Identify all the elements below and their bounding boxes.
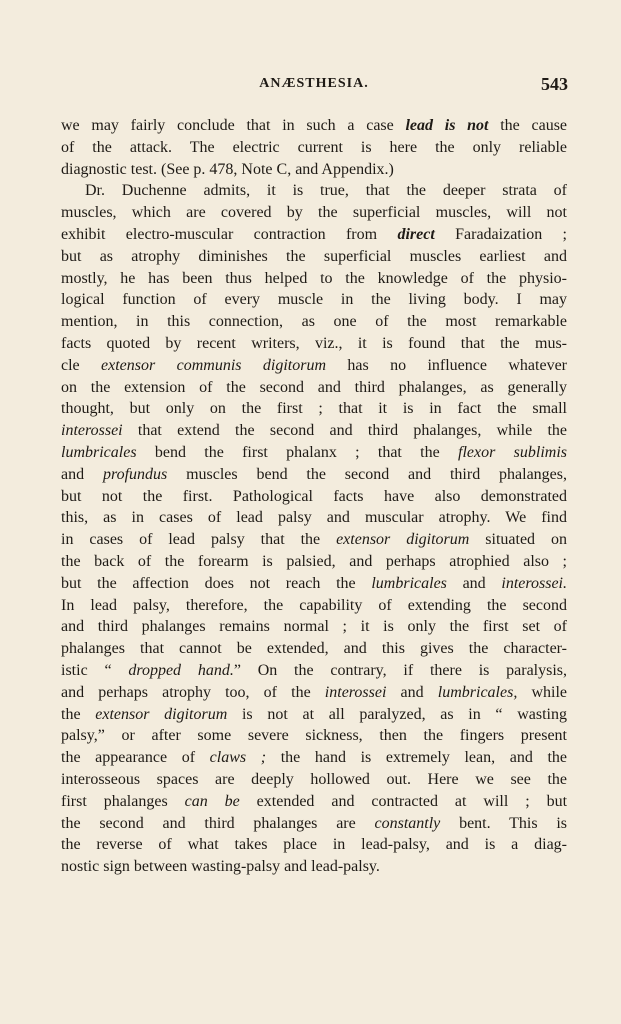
text-segment: bent. This is	[440, 814, 567, 832]
text-line	[61, 159, 567, 181]
text-line	[61, 791, 567, 813]
text-line	[61, 464, 567, 486]
text-line	[61, 595, 567, 617]
text-segment: mention, in this connection, as one of the most remarkable	[61, 313, 567, 331]
text-line	[61, 224, 567, 246]
emphasized-text: profundus	[102, 465, 168, 483]
text-segment: we may fairly conclude that in such a case	[61, 117, 406, 134]
text-segment: and	[446, 574, 502, 592]
text-line	[61, 246, 567, 268]
text-line	[61, 333, 567, 355]
text-line	[61, 725, 567, 747]
emphasized-text: can be	[184, 792, 240, 810]
text-segment: the second and third phalanges are	[61, 814, 375, 832]
text-segment: thought, but only on the first ; that it is in fact the small	[61, 400, 567, 418]
text-segment: situated on	[469, 531, 567, 549]
text-segment: extended and contracted at will ; but	[239, 792, 567, 810]
text-segment: in cases of lead palsy that the	[61, 531, 337, 549]
text-line	[61, 682, 567, 704]
text-segment: this, as in cases of lead palsy and muscular atrophy. We find	[61, 509, 567, 527]
text-line	[61, 747, 567, 769]
emphasized-text: dropped hand.	[128, 661, 234, 679]
text-segment: diagnostic test. (See p. 478, Note C, and Appendix.)	[61, 160, 394, 178]
text-segment: the back of the forearm is palsied, and perhaps atrophied also ;	[61, 552, 567, 570]
text-segment: the cause	[488, 117, 567, 134]
text-segment: the appearance of	[61, 749, 210, 767]
emphasized-text: extensor communis digitorum	[101, 356, 326, 374]
text-line	[61, 420, 567, 442]
running-head: ANÆSTHESIA.	[259, 76, 369, 91]
text-segment: and perhaps atrophy too, of the	[61, 683, 325, 701]
text-line	[61, 573, 567, 595]
emphasized-text: interossei	[324, 683, 387, 701]
text-segment: but as atrophy diminishes the superficial muscles earliest and	[61, 247, 567, 265]
text-segment: the hand is extremely lean, and the	[266, 749, 567, 767]
text-segment: In lead palsy, therefore, the capability of extending the second	[61, 596, 567, 614]
text-segment: on the extension of the second and third phalanges, as generally	[61, 378, 567, 396]
emphasized-text: lumbricales	[61, 443, 137, 461]
text-line	[61, 311, 567, 333]
text-segment: Faradaization ;	[434, 225, 567, 243]
emphasized-text: lumbricales	[371, 574, 447, 592]
text-segment: cle	[61, 356, 102, 374]
text-line	[61, 638, 567, 660]
text-line	[61, 180, 567, 202]
text-line	[61, 137, 567, 159]
text-segment: facts quoted by recent writers, viz., it is found that the mus-	[61, 334, 567, 352]
text-line	[61, 834, 567, 856]
text-line	[61, 813, 567, 835]
text-segment: Dr. Duchenne admits, it is true, that the deeper strata of	[85, 182, 567, 200]
text-segment: ” On the contrary, if there is paralysis,	[233, 661, 567, 679]
text-segment: logical function of every muscle in the living body. I may	[61, 291, 567, 309]
page-number: 543	[541, 74, 568, 94]
text-segment: that extend the second and third phalanges, while the	[122, 422, 567, 440]
text-line	[61, 115, 567, 137]
text-segment: and third phalanges remains normal ; it is only the first set of	[61, 618, 567, 636]
text-line	[61, 769, 567, 791]
text-line	[61, 202, 567, 224]
emphasized-text: interossei	[61, 422, 123, 440]
text-segment: but the affection does not reach the	[61, 574, 372, 592]
text-segment: istic “	[61, 661, 129, 679]
text-line	[61, 442, 567, 464]
emphasized-text: flexor sublimis	[458, 443, 567, 461]
text-segment: is not at all paralyzed, as in “ wasting	[227, 705, 567, 723]
text-segment: the	[61, 705, 96, 723]
text-segment: interosseous spaces are deeply hollowed out. Here we see the	[61, 770, 567, 788]
emphasized-text: lumbricales,	[437, 683, 518, 701]
text-segment: nostic sign between wasting-palsy and lead-palsy.	[61, 858, 380, 876]
emphasized-text: extensor digitorum	[95, 705, 228, 723]
text-segment: but not the first. Pathological facts have also demonstrated	[61, 487, 567, 505]
emphasized-text: constantly	[374, 814, 441, 832]
text-line	[61, 616, 567, 638]
text-line	[61, 856, 567, 878]
text-segment: while	[517, 683, 567, 701]
text-segment: and	[386, 683, 438, 701]
text-segment: and	[61, 465, 103, 483]
text-segment: muscles, which are covered by the superficial muscles, will not	[61, 204, 567, 222]
page-header	[60, 76, 568, 98]
text-segment: first phalanges	[61, 792, 185, 810]
text-line	[61, 704, 567, 726]
text-line	[61, 529, 567, 551]
text-line	[61, 398, 567, 420]
text-line	[61, 268, 567, 290]
text-segment: mostly, he has been thus helped to the knowledge of the physio-	[61, 269, 567, 287]
text-segment: palsy,” or after some severe sickness, then the fingers present	[61, 727, 567, 745]
text-segment: exhibit electro-muscular contraction from	[61, 225, 398, 243]
emphasized-text: claws ;	[209, 749, 267, 767]
emphasized-text: direct	[397, 225, 435, 243]
emphasized-text: extensor digitorum	[336, 531, 470, 549]
text-segment: has no influence whatever	[326, 356, 567, 374]
text-segment: phalanges that cannot be extended, and this gives the character-	[61, 640, 567, 658]
text-line	[61, 289, 567, 311]
text-line	[61, 355, 567, 377]
text-segment: the reverse of what takes place in lead-palsy, and is a diag-	[61, 836, 567, 854]
text-line	[61, 660, 567, 682]
text-segment: muscles bend the second and third phalanges,	[167, 465, 567, 483]
emphasized-text: interossei.	[501, 574, 567, 592]
emphasized-text: lead is not	[405, 117, 489, 134]
body-text	[61, 115, 567, 878]
text-line	[61, 507, 567, 529]
text-line	[61, 486, 567, 508]
text-line	[61, 377, 567, 399]
text-line	[61, 551, 567, 573]
text-segment: bend the first phalanx ; that the	[136, 443, 459, 461]
text-segment: of the attack. The electric current is here the only reliable	[61, 138, 567, 156]
